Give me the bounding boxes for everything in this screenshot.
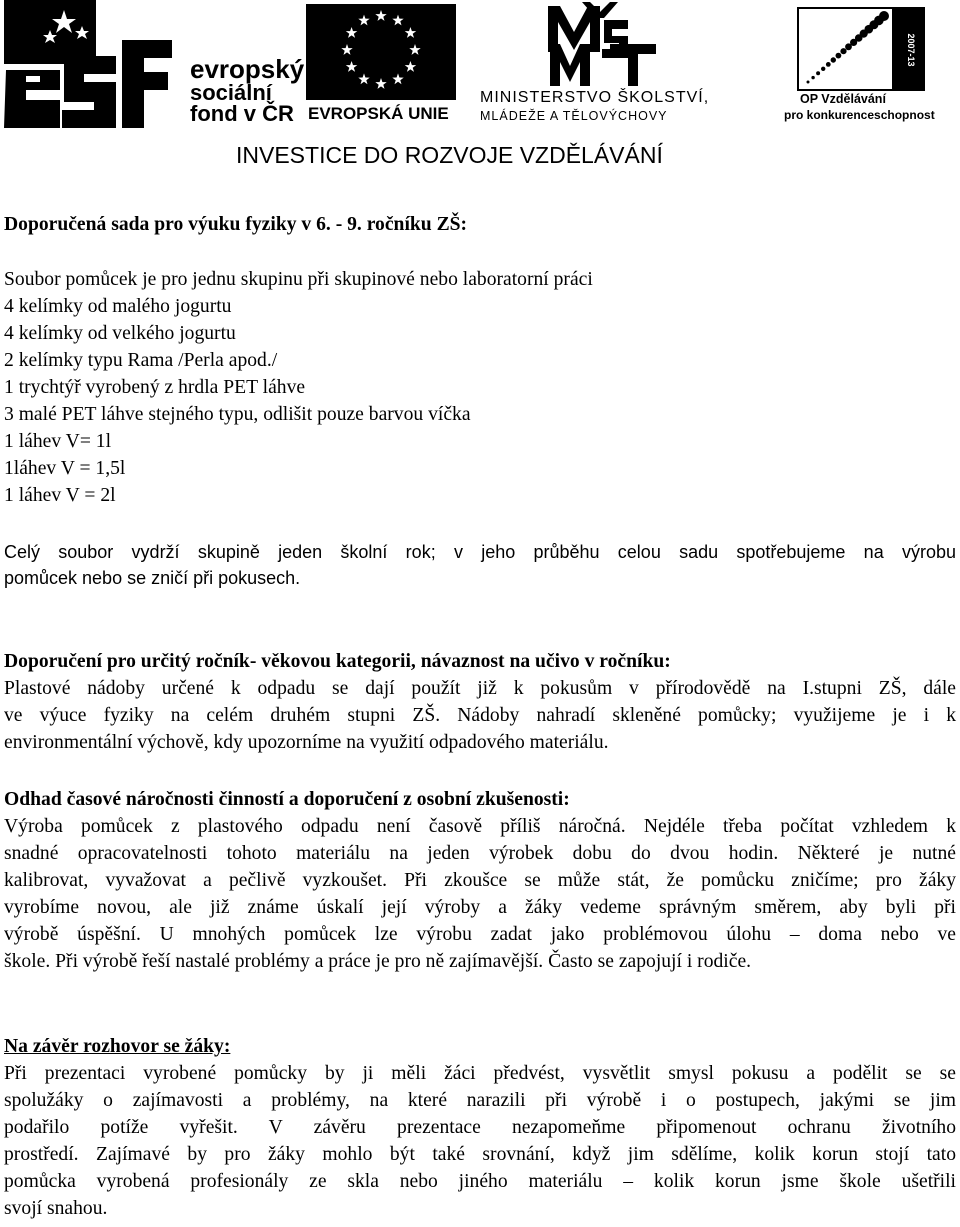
op-vk-logo-line2: pro konkurenceschopnost — [784, 108, 935, 122]
op-vk-dot-icon — [836, 53, 842, 59]
banner-investice: INVESTICE DO ROZVOJE VZDĚLÁVÁNÍ — [236, 142, 663, 168]
esf-logo-line3: fond v ČR — [190, 101, 294, 126]
conclusion-line: Při prezentaci vyrobené pomůcky by ji měli žáci předvést, vysvětlit smysl pokusu a podělit se se — [4, 1063, 956, 1084]
msmt-logo — [478, 0, 778, 130]
durability-line: Celý soubor vydrží skupině jeden školní rok; v jeho průběhu celou sadu spotřebujeme na výrobu — [4, 542, 956, 562]
kit-item: 3 malé PET láhve stejného typu, odlišit pouze barvou víčka — [4, 404, 471, 425]
recommendation-line: ve výuce fyziky na celém druhém stupni ZŠ. Nádoby nahradí skleněné pomůcky; využijeme je i k — [4, 705, 956, 726]
logo-header — [0, 0, 960, 172]
eu-logo — [306, 0, 466, 130]
esf-logo-mark — [4, 0, 190, 130]
op-vk-dot-icon — [840, 48, 846, 54]
time-estimate-line: Výroba pomůcek z plastového odpadu není časově příliš náročná. Nejdéle třeba počítat vzhledem k — [4, 816, 956, 837]
op-vk-years: 2007-13 — [906, 33, 916, 67]
esf-logo-line1: evropský — [190, 54, 305, 84]
durability-line: pomůcek nebo se zničí při pokusech. — [4, 568, 301, 588]
esf-logo — [4, 0, 305, 130]
op-vk-dot-icon — [811, 76, 814, 79]
eu-flag-icon — [306, 0, 456, 100]
kit-item: 1 trychtýř vyrobený z hrdla PET láhve — [4, 377, 306, 398]
time-estimate-line: snadné opracovatelnosti tohoto materiálu na jeden výrobek dobu do dvou hodin. Některé je nutné — [4, 843, 956, 864]
kit-item: 4 kelímky od velkého jogurtu — [4, 323, 236, 344]
time-estimate-line: škole. Při výrobě řeší nastalé problémy a práce je pro ně zajímavější. Často se zapojují i rodiče. — [4, 951, 752, 972]
esf-logo-line2: sociální — [190, 80, 272, 105]
time-estimate-heading: Odhad časové náročnosti činností a doporučení z osobní zkušenosti: — [4, 789, 570, 810]
kit-item: 1 láhev V = 2l — [4, 485, 116, 506]
op-vk-dot-icon — [831, 57, 836, 62]
recommendation-line: environmentální výchově, kdy upozorníme na využití odpadového materiálu. — [4, 732, 609, 753]
recommendation-line: Plastové nádoby určené k odpadu se dají použít již k pokusům v přírodovědě na I.stupni ZŠ, dále — [4, 678, 956, 699]
conclusion-line: spolužáky o zajímavosti a problémy, na které narazili při výrobě i o postupech, jakými se jim — [4, 1090, 956, 1111]
msmt-logo-mark — [478, 0, 678, 88]
kit-intro: Soubor pomůcek je pro jednu skupinu při skupinové nebo laboratorní práci — [4, 269, 593, 290]
op-vk-logo-line1: OP Vzdělávání — [800, 92, 886, 106]
eu-logo-label: EVROPSKÁ UNIE — [308, 104, 449, 123]
op-vk-logo — [780, 0, 960, 130]
conclusion-line: prostředí. Zajímavé by pro žáky mohlo být také srovnání, když jim sdělíme, kolik korun stojí tato — [4, 1144, 956, 1165]
document-title: Doporučená sada pro výuku fyziky v 6. - 9. ročníku ZŠ: — [4, 214, 468, 235]
kit-item: 1 láhev V= 1l — [4, 431, 112, 452]
msmt-logo-line2: MLÁDEŽE A TĚLOVÝCHOVY — [480, 109, 668, 123]
time-estimate-line: výrobě úspěšní. U mnohých pomůcek lze výrobu zadat jako problémovou úlohu – doma nebo ve — [4, 924, 956, 945]
kit-item: 1láhev V = 1,5l — [4, 458, 126, 479]
conclusion-line: pomůcka vyrobená profesionály ze skla nebo jiného materiálu – kolik korun jsme škole ušetřili — [4, 1171, 956, 1192]
kit-item: 4 kelímky od malého jogurtu — [4, 296, 232, 317]
op-vk-logo-mark — [796, 6, 926, 94]
op-vk-dot-icon — [816, 71, 820, 75]
conclusion-line: podařilo potíže vyřešit. V závěru prezentace nezapomeňme připomenout ochranu životního — [4, 1117, 956, 1138]
conclusion-heading: Na závěr rozhovor se žáky: — [4, 1036, 231, 1057]
op-vk-dot-icon — [826, 62, 831, 67]
conclusion-line: svojí snahou. — [4, 1198, 108, 1219]
op-vk-dot-icon — [821, 67, 825, 71]
time-estimate-line: kalibrovat, vyvažovat a pečlivě vyzkoušet. Při zkoušce se může stát, že pomůcku zničíme; pro žáky — [4, 870, 956, 891]
time-estimate-line: vyrobíme novou, ale již známe úskalí její výroby a žáky vedeme správným směrem, aby byli při — [4, 897, 956, 918]
msmt-logo-line1: MINISTERSTVO ŠKOLSTVÍ, — [480, 89, 710, 106]
op-vk-dot-icon — [879, 11, 889, 21]
recommendation-heading: Doporučení pro určitý ročník- věkovou kategorii, návaznost na učivo v ročníku: — [4, 651, 671, 672]
op-vk-dot-icon — [807, 81, 810, 84]
kit-item: 2 kelímky typu Rama /Perla apod./ — [4, 350, 278, 371]
